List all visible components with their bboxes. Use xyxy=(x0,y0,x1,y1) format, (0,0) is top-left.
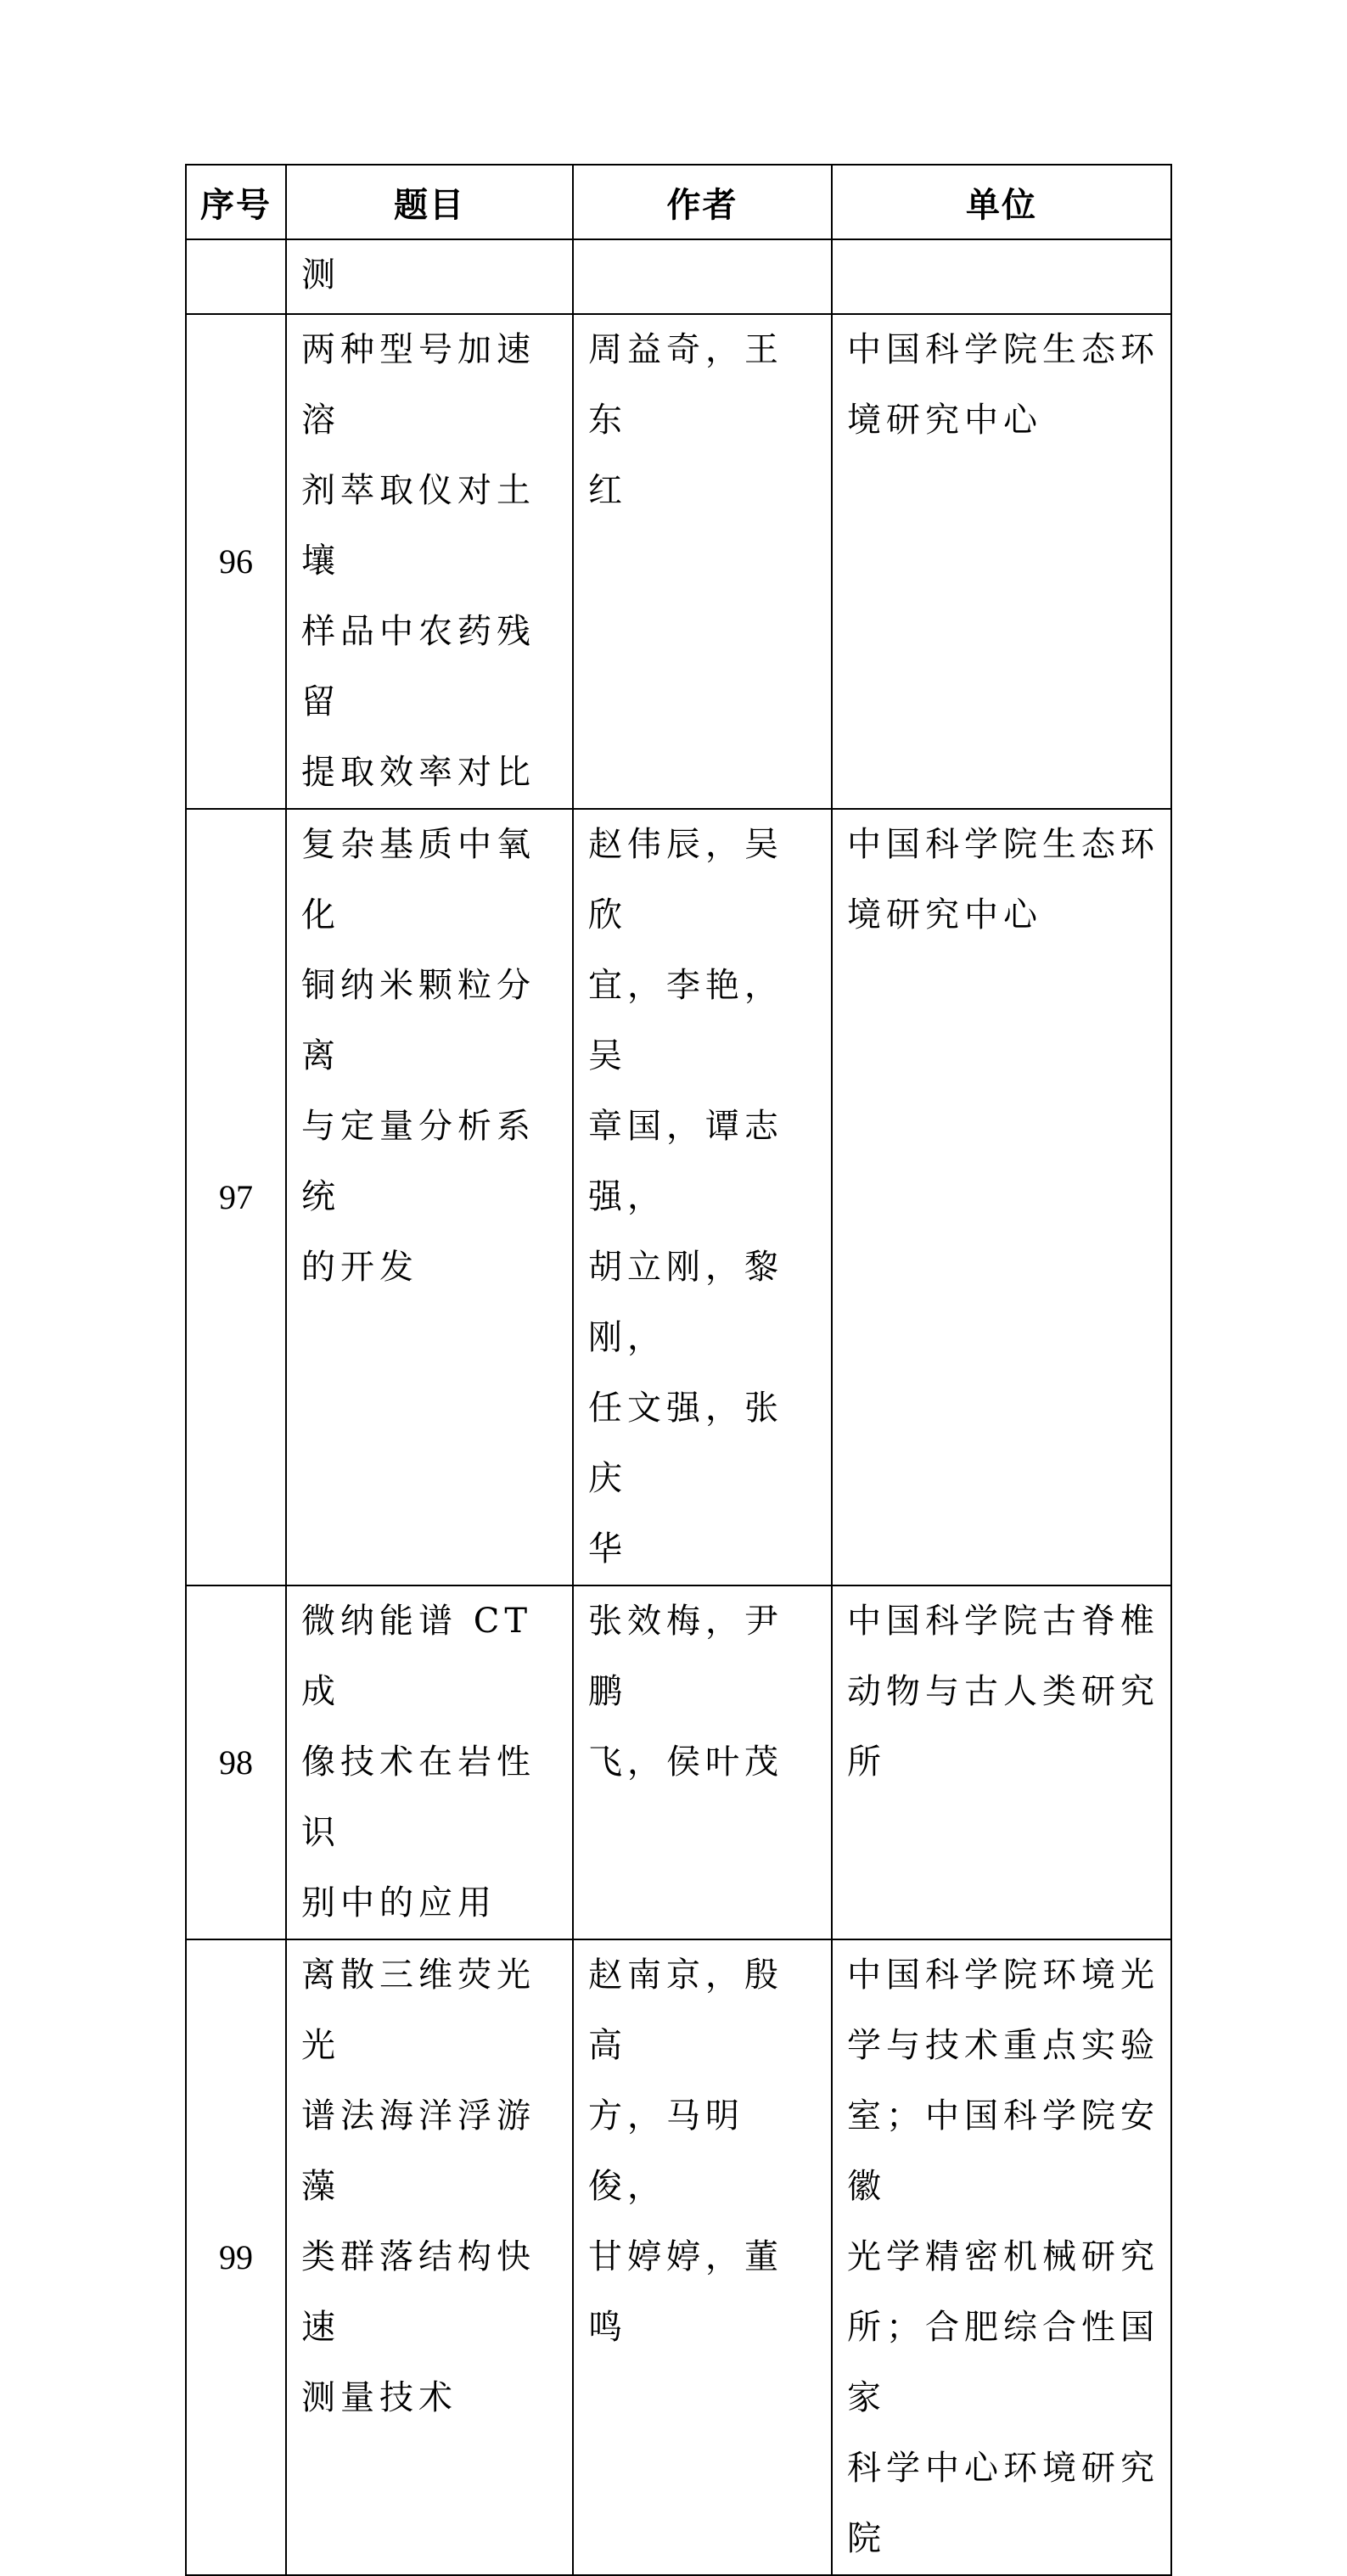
row-seq: 99 xyxy=(186,1939,286,2575)
header-authors: 作者 xyxy=(573,165,832,239)
row-title: 离散三维荧光光 谱法海洋浮游藻 类群落结构快速 测量技术 xyxy=(286,1939,573,2575)
row-seq xyxy=(186,239,286,314)
header-unit: 单位 xyxy=(832,165,1171,239)
row-authors: 张效梅，尹鹏 飞，侯叶茂 xyxy=(573,1585,832,1939)
row-unit xyxy=(832,239,1171,314)
row-seq: 97 xyxy=(186,809,286,1585)
row-unit: 中国科学院生态环 境研究中心 xyxy=(832,314,1171,809)
row-title: 复杂基质中氧化 铜纳米颗粒分离 与定量分析系统 的开发 xyxy=(286,809,573,1585)
table-row xyxy=(186,239,1171,314)
row-title: 测 xyxy=(286,239,573,314)
row-title: 两种型号加速溶 剂萃取仪对土壤 样品中农药残留 提取效率对比 xyxy=(286,314,573,809)
table-row xyxy=(186,1939,1171,2575)
table-header-row xyxy=(186,165,1171,239)
row-unit: 中国科学院环境光 学与技术重点实验 室；中国科学院安徽 光学精密机械研究 所；合肥综合性国家 科学中心环境研究 院 xyxy=(832,1939,1171,2575)
header-title: 题目 xyxy=(286,165,573,239)
table-row xyxy=(186,314,1171,809)
table-row xyxy=(186,1585,1171,1939)
row-unit: 中国科学院古脊椎 动物与古人类研究 所 xyxy=(832,1585,1171,1939)
row-authors: 赵南京，殷高 方，马明俊， 甘婷婷，董鸣 xyxy=(573,1939,832,2575)
row-title: 微纳能谱 CT 成 像技术在岩性识 别中的应用 xyxy=(286,1585,573,1939)
row-unit: 中国科学院生态环 境研究中心 xyxy=(832,809,1171,1585)
row-seq: 96 xyxy=(186,314,286,809)
awards-table xyxy=(185,164,1172,2576)
table-row xyxy=(186,809,1171,1585)
header-seq: 序号 xyxy=(186,165,286,239)
row-seq: 98 xyxy=(186,1585,286,1939)
row-authors: 赵伟辰，吴欣 宜，李艳，吴 章国，谭志强， 胡立刚，黎刚， 任文强，张庆 华 xyxy=(573,809,832,1585)
row-authors xyxy=(573,239,832,314)
row-authors: 周益奇，王东 红 xyxy=(573,314,832,809)
